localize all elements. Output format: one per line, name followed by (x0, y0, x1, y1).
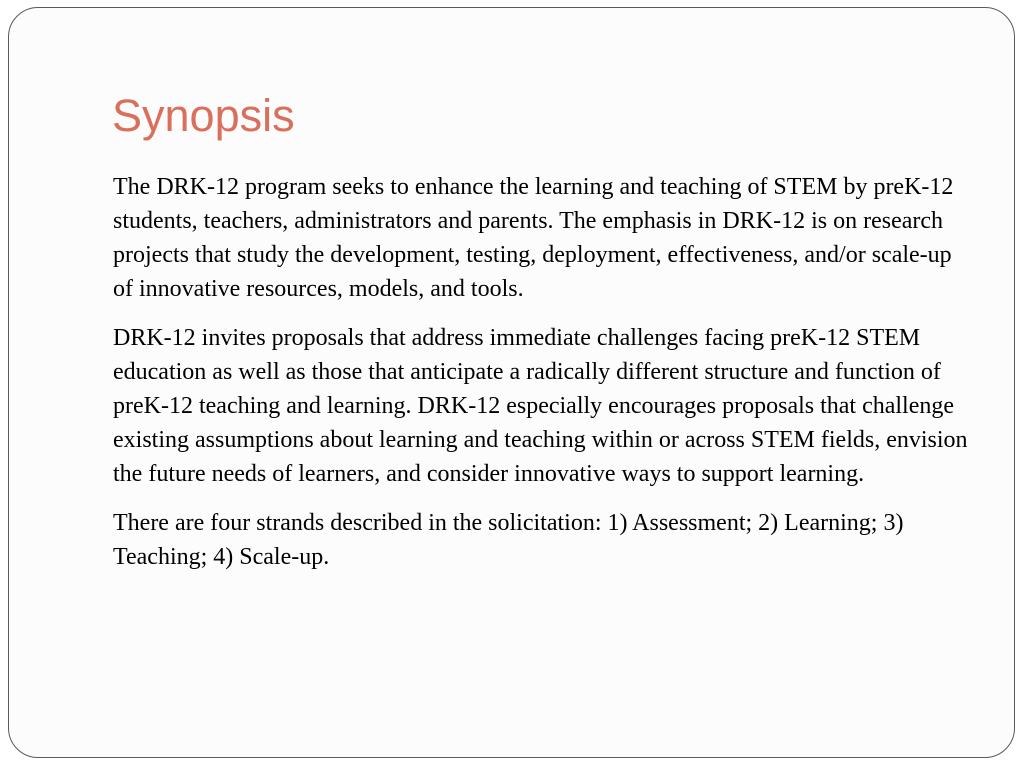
paragraph-proposal-invitation: DRK-12 invites proposals that address immediate challenges facing preK-12 STEM education as well as those that anticipate a radically different structure and function of preK-12 teaching and learning. DRK-12 especially encourages proposals that challenge existing assumptions about learning and teaching within or across STEM fields, envision the future needs of learners, and consider innovative ways to support learning. (113, 325, 968, 487)
slide-title: Synopsis (112, 90, 295, 141)
slide-body (113, 170, 973, 589)
paragraph-strands: There are four strands described in the solicitation: 1) Assessment; 2) Learning; 3) Teaching; 4) Scale-up. (113, 510, 904, 570)
paragraph-program-overview: The DRK-12 program seeks to enhance the learning and teaching of STEM by preK-12 students, teachers, administrators and parents. The emphasis in DRK-12 is on research projects that study the development, testing, deployment, effectiveness, and/or scale-up of innovative resources, models, and tools. (113, 174, 954, 302)
